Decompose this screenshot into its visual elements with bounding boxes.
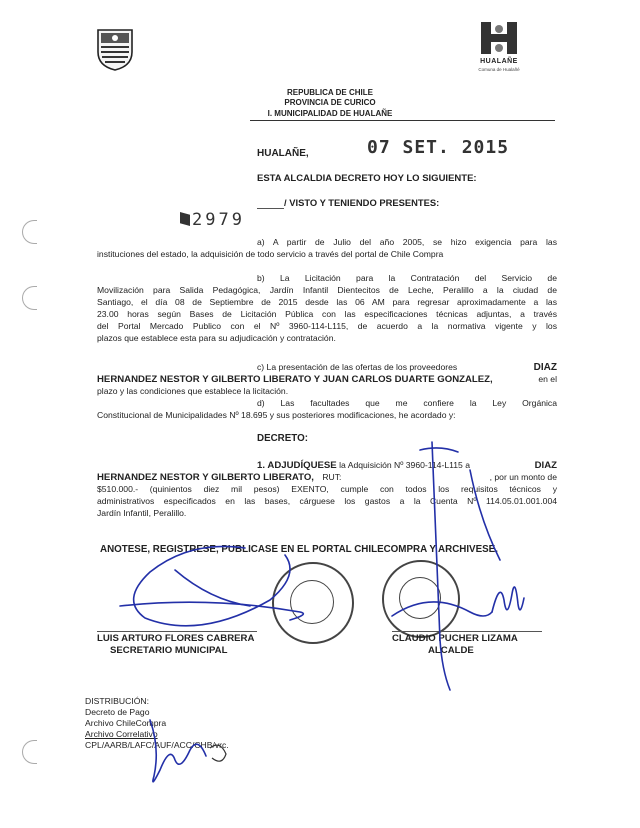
item1-rut-label: RUT: xyxy=(322,472,342,482)
item1-line4: administrativos especificados en las bases, cárguese los gastos a la Cuenta Nº 114.05.01.001.004 xyxy=(97,496,557,506)
decree-intro: ESTA ALCALDIA DECRETO HOY LO SIGUIENTE: xyxy=(257,173,477,184)
blank-line xyxy=(257,208,284,209)
stamped-date: 07 SET. 2015 xyxy=(367,137,510,158)
item1-keyword: ADJUDÍQUESE xyxy=(267,460,337,471)
punch-hole xyxy=(22,286,37,310)
distribution-item: Decreto de Pago xyxy=(85,707,150,717)
header-province: PROVINCIA DE CURICO xyxy=(284,98,376,107)
distribution-item: Archivo Correlativo xyxy=(85,729,158,739)
mayor-title: ALCALDE xyxy=(428,645,474,656)
closing-line: ANOTESE, REGISTRESE, PUBLICASE EN EL PORTAL CHILECOMPRA Y ARCHIVESE. xyxy=(100,544,498,555)
visto-heading: / VISTO Y TENIENDO PRESENTES: xyxy=(284,197,440,208)
header-rule xyxy=(250,120,555,121)
item1-provider-start: DIAZ xyxy=(534,460,557,471)
item1-line3: $510.000.- (quinientos diez mil pesos) EXENTO, cumple con todos los requisitos técnicos y xyxy=(97,484,557,494)
punch-hole xyxy=(22,740,37,764)
logo-subtitle: Comuna de Hualañé xyxy=(478,67,520,72)
item1-provider: HERNANDEZ NESTOR Y GILBERTO LIBERATO, xyxy=(97,472,314,483)
item1-line2 xyxy=(97,472,557,484)
mayor-name: CLAUDIO PUCHER LIZAMA xyxy=(392,633,518,644)
secretary-title: SECRETARIO MUNICIPAL xyxy=(110,645,228,656)
mayor-seal-icon xyxy=(382,560,460,638)
para-c-line3: plazo y las condiciones que establece la licitación. xyxy=(97,386,289,396)
municipal-crest-icon xyxy=(92,26,138,72)
item1-number: 1. xyxy=(257,460,266,471)
distribution-item: Archivo ChileCompra xyxy=(85,718,167,728)
secretary-signature-stroke xyxy=(175,570,250,606)
secretary-signature-stroke xyxy=(134,546,290,625)
item1-line1 xyxy=(257,460,557,472)
para-b-line3: Santiago, el día 08 de Septiembre de 2015 desde las 06 AM para regresar aproximadamente a las xyxy=(97,297,557,307)
item1-line5: Jardín Infantil, Peralillo. xyxy=(97,508,187,518)
header-municipality: I. MUNICIPALIDAD DE HUALAÑE xyxy=(267,109,393,118)
hualane-logo xyxy=(470,20,528,78)
para-c-line2 xyxy=(97,374,557,386)
para-c-provider-start: DIAZ xyxy=(533,362,557,373)
hualane-h-icon xyxy=(478,20,520,56)
secretary-signature-line xyxy=(97,631,257,632)
secretary-seal-icon xyxy=(272,562,354,644)
mayor-signature-stroke xyxy=(420,448,458,452)
punch-hole xyxy=(22,220,37,244)
para-b-line2: Movilización para Salida Pedagógica, Jardín Infantil Dientecitos de Leche, Peralillo a la ciudad de xyxy=(97,285,557,295)
logo-name: HUALAÑE xyxy=(480,58,518,65)
para-d-line2: Constitucional de Municipalidades Nº 18.695 y sus posteriores modificaciones, he acordado y: xyxy=(97,410,456,420)
item1-amount-lead: , por un monto de xyxy=(489,472,557,482)
para-b-line4: 23.00 horas según Bases de Licitación Pública con las especificaciones técnicas adjuntas, a través xyxy=(97,309,557,319)
secretary-name: LUIS ARTURO FLORES CABRERA xyxy=(97,633,255,644)
decree-number: 2979 xyxy=(192,210,245,230)
para-b-line1: b) La Licitación para la Contratación del Servicio de xyxy=(257,273,557,283)
header-republic: REPUBLICA DE CHILE xyxy=(287,88,373,97)
place-label: HUALAÑE, xyxy=(257,148,309,159)
para-d-line1: d) Las facultades que me confiere la Ley Orgánica xyxy=(257,398,557,408)
para-b-line6: plazos que establece esta para su adjudicación y contratación. xyxy=(97,333,336,343)
decreto-heading: DECRETO: xyxy=(257,433,308,444)
mayor-signature-line xyxy=(392,631,542,632)
para-c-line1 xyxy=(257,362,557,374)
para-a-line1: a) A partir de Julio del año 2005, se hizo exigencia para las xyxy=(257,237,557,247)
item1-line1-text: la Adquisición Nº 3960-114-L115 a xyxy=(339,460,470,470)
distribution-item: CPL/AARB/LAFC/AUF/ACC/CHB/vrc. xyxy=(85,740,229,750)
para-a-line2: instituciones del estado, la adquisición de todo servicio a través del portal de Chile Compra xyxy=(97,249,444,259)
para-c-line2-end: en el xyxy=(538,374,557,384)
para-c-providers: HERNANDEZ NESTOR Y GILBERTO LIBERATO Y JUAN CARLOS DUARTE GONZALEZ, xyxy=(97,374,493,385)
para-b-line5: del Portal Mercado Publico con el Nº 3960-114-L115, de acuerdo a la normativa vigente y los xyxy=(97,321,557,331)
number-mark-icon xyxy=(180,212,190,226)
distribution-heading: DISTRIBUCIÓN: xyxy=(85,696,149,706)
mayor-signature-stroke xyxy=(492,587,524,612)
para-c-line1-text: c) La presentación de las ofertas de los proveedores xyxy=(257,362,458,372)
